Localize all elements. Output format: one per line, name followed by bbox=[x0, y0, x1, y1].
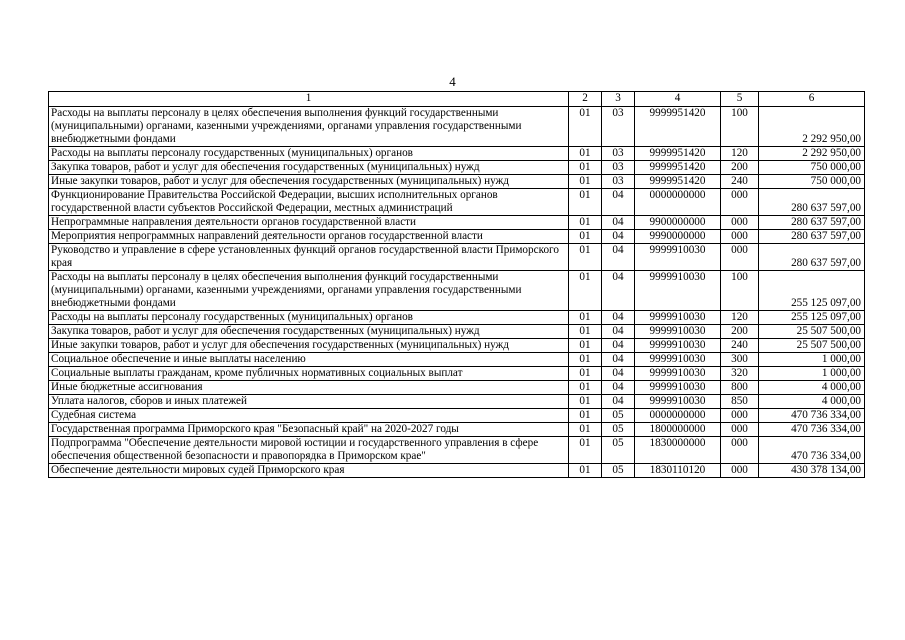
row-name-cell: Подпрограмма "Обеспечение деятельности мировой юстиции и государственного управления в сфере обеспечения общественной безопасности и правопорядка в Приморском крае" bbox=[49, 437, 569, 464]
table-row bbox=[49, 147, 865, 161]
row-target-article-cell: 1830000000 bbox=[635, 437, 721, 464]
row-amount-cell: 255 125 097,00 bbox=[759, 271, 865, 311]
table-row bbox=[49, 230, 865, 244]
table-row bbox=[49, 216, 865, 230]
row-section-cell: 01 bbox=[569, 367, 602, 381]
budget-table bbox=[48, 91, 865, 478]
column-header: 6 bbox=[759, 92, 865, 107]
row-amount-cell: 280 637 597,00 bbox=[759, 230, 865, 244]
row-section-cell: 01 bbox=[569, 161, 602, 175]
row-subsection-cell: 05 bbox=[602, 409, 635, 423]
row-name-cell: Руководство и управление в сфере установленных функций органов государственной власти Приморского края bbox=[49, 244, 569, 271]
table-row bbox=[49, 311, 865, 325]
row-expense-type-cell: 240 bbox=[721, 175, 759, 189]
column-header: 2 bbox=[569, 92, 602, 107]
table-row bbox=[49, 189, 865, 216]
row-expense-type-cell: 100 bbox=[721, 271, 759, 311]
table-row bbox=[49, 325, 865, 339]
row-expense-type-cell: 120 bbox=[721, 147, 759, 161]
row-amount-cell: 1 000,00 bbox=[759, 367, 865, 381]
row-subsection-cell: 04 bbox=[602, 311, 635, 325]
row-name-cell: Иные закупки товаров, работ и услуг для обеспечения государственных (муниципальных) нужд bbox=[49, 175, 569, 189]
row-amount-cell: 280 637 597,00 bbox=[759, 244, 865, 271]
row-section-cell: 01 bbox=[569, 325, 602, 339]
row-expense-type-cell: 850 bbox=[721, 395, 759, 409]
row-expense-type-cell: 200 bbox=[721, 325, 759, 339]
row-target-article-cell: 9999951420 bbox=[635, 107, 721, 147]
row-amount-cell: 255 125 097,00 bbox=[759, 311, 865, 325]
row-subsection-cell: 05 bbox=[602, 464, 635, 478]
row-name-cell: Расходы на выплаты персоналу государственных (муниципальных) органов bbox=[49, 311, 569, 325]
row-target-article-cell: 9999951420 bbox=[635, 161, 721, 175]
row-expense-type-cell: 000 bbox=[721, 189, 759, 216]
row-expense-type-cell: 000 bbox=[721, 230, 759, 244]
row-amount-cell: 430 378 134,00 bbox=[759, 464, 865, 478]
table-row bbox=[49, 381, 865, 395]
row-section-cell: 01 bbox=[569, 381, 602, 395]
row-expense-type-cell: 240 bbox=[721, 339, 759, 353]
row-section-cell: 01 bbox=[569, 230, 602, 244]
row-name-cell: Государственная программа Приморского края "Безопасный край" на 2020-2027 годы bbox=[49, 423, 569, 437]
row-subsection-cell: 03 bbox=[602, 107, 635, 147]
row-target-article-cell: 0000000000 bbox=[635, 409, 721, 423]
row-section-cell: 01 bbox=[569, 464, 602, 478]
table-header-row bbox=[49, 92, 865, 107]
row-amount-cell: 470 736 334,00 bbox=[759, 423, 865, 437]
row-section-cell: 01 bbox=[569, 437, 602, 464]
row-subsection-cell: 04 bbox=[602, 325, 635, 339]
row-target-article-cell: 1800000000 bbox=[635, 423, 721, 437]
row-name-cell: Уплата налогов, сборов и иных платежей bbox=[49, 395, 569, 409]
row-target-article-cell: 9999910030 bbox=[635, 311, 721, 325]
table-row bbox=[49, 367, 865, 381]
row-section-cell: 01 bbox=[569, 244, 602, 271]
row-target-article-cell: 9990000000 bbox=[635, 230, 721, 244]
row-name-cell: Расходы на выплаты персоналу в целях обеспечения выполнения функций государственными (муниципальными) органами, казенными учреждениями, органами управления государственными внебюджетными фондами bbox=[49, 271, 569, 311]
row-expense-type-cell: 000 bbox=[721, 409, 759, 423]
row-target-article-cell: 9999910030 bbox=[635, 395, 721, 409]
column-header: 1 bbox=[49, 92, 569, 107]
row-section-cell: 01 bbox=[569, 175, 602, 189]
table-row bbox=[49, 175, 865, 189]
row-subsection-cell: 03 bbox=[602, 175, 635, 189]
row-amount-cell: 470 736 334,00 bbox=[759, 409, 865, 423]
row-target-article-cell: 9999910030 bbox=[635, 339, 721, 353]
row-amount-cell: 750 000,00 bbox=[759, 175, 865, 189]
row-section-cell: 01 bbox=[569, 216, 602, 230]
row-name-cell: Мероприятия непрограммных направлений деятельности органов государственной власти bbox=[49, 230, 569, 244]
row-section-cell: 01 bbox=[569, 409, 602, 423]
row-expense-type-cell: 000 bbox=[721, 437, 759, 464]
row-subsection-cell: 04 bbox=[602, 216, 635, 230]
row-expense-type-cell: 100 bbox=[721, 107, 759, 147]
row-section-cell: 01 bbox=[569, 395, 602, 409]
row-amount-cell: 280 637 597,00 bbox=[759, 216, 865, 230]
row-section-cell: 01 bbox=[569, 189, 602, 216]
table-row bbox=[49, 395, 865, 409]
row-expense-type-cell: 000 bbox=[721, 464, 759, 478]
row-amount-cell: 25 507 500,00 bbox=[759, 339, 865, 353]
row-subsection-cell: 04 bbox=[602, 339, 635, 353]
row-expense-type-cell: 200 bbox=[721, 161, 759, 175]
row-expense-type-cell: 320 bbox=[721, 367, 759, 381]
table-row bbox=[49, 464, 865, 478]
row-amount-cell: 25 507 500,00 bbox=[759, 325, 865, 339]
row-expense-type-cell: 000 bbox=[721, 423, 759, 437]
table-row bbox=[49, 437, 865, 464]
row-name-cell: Расходы на выплаты персоналу государственных (муниципальных) органов bbox=[49, 147, 569, 161]
column-header: 4 bbox=[635, 92, 721, 107]
row-target-article-cell: 9999910030 bbox=[635, 244, 721, 271]
row-target-article-cell: 9999910030 bbox=[635, 381, 721, 395]
row-amount-cell: 2 292 950,00 bbox=[759, 107, 865, 147]
row-expense-type-cell: 000 bbox=[721, 244, 759, 271]
column-header: 5 bbox=[721, 92, 759, 107]
row-name-cell: Судебная система bbox=[49, 409, 569, 423]
row-section-cell: 01 bbox=[569, 147, 602, 161]
row-subsection-cell: 04 bbox=[602, 189, 635, 216]
row-name-cell: Закупка товаров, работ и услуг для обеспечения государственных (муниципальных) нужд bbox=[49, 161, 569, 175]
table-row bbox=[49, 423, 865, 437]
row-name-cell: Непрограммные направления деятельности органов государственной власти bbox=[49, 216, 569, 230]
table-row bbox=[49, 271, 865, 311]
row-amount-cell: 4 000,00 bbox=[759, 381, 865, 395]
row-target-article-cell: 9999910030 bbox=[635, 325, 721, 339]
row-expense-type-cell: 300 bbox=[721, 353, 759, 367]
row-name-cell: Иные бюджетные ассигнования bbox=[49, 381, 569, 395]
row-target-article-cell: 9900000000 bbox=[635, 216, 721, 230]
row-target-article-cell: 1830110120 bbox=[635, 464, 721, 478]
row-expense-type-cell: 120 bbox=[721, 311, 759, 325]
row-expense-type-cell: 000 bbox=[721, 216, 759, 230]
row-amount-cell: 1 000,00 bbox=[759, 353, 865, 367]
row-name-cell: Социальное обеспечение и иные выплаты населению bbox=[49, 353, 569, 367]
row-target-article-cell: 9999951420 bbox=[635, 175, 721, 189]
row-subsection-cell: 04 bbox=[602, 271, 635, 311]
row-name-cell: Социальные выплаты гражданам, кроме публичных нормативных социальных выплат bbox=[49, 367, 569, 381]
row-target-article-cell: 9999910030 bbox=[635, 353, 721, 367]
row-subsection-cell: 05 bbox=[602, 437, 635, 464]
row-subsection-cell: 04 bbox=[602, 381, 635, 395]
row-name-cell: Функционирование Правительства Российской Федерации, высших исполнительных органов государственной власти субъектов Российской Федерации, местных администраций bbox=[49, 189, 569, 216]
row-subsection-cell: 04 bbox=[602, 353, 635, 367]
row-amount-cell: 750 000,00 bbox=[759, 161, 865, 175]
row-subsection-cell: 03 bbox=[602, 161, 635, 175]
row-subsection-cell: 04 bbox=[602, 244, 635, 271]
row-target-article-cell: 9999910030 bbox=[635, 271, 721, 311]
row-target-article-cell: 0000000000 bbox=[635, 189, 721, 216]
row-subsection-cell: 04 bbox=[602, 367, 635, 381]
row-amount-cell: 2 292 950,00 bbox=[759, 147, 865, 161]
row-name-cell: Иные закупки товаров, работ и услуг для обеспечения государственных (муниципальных) нужд bbox=[49, 339, 569, 353]
table-row bbox=[49, 339, 865, 353]
row-amount-cell: 470 736 334,00 bbox=[759, 437, 865, 464]
row-section-cell: 01 bbox=[569, 423, 602, 437]
row-subsection-cell: 03 bbox=[602, 147, 635, 161]
row-target-article-cell: 9999910030 bbox=[635, 367, 721, 381]
row-expense-type-cell: 800 bbox=[721, 381, 759, 395]
row-section-cell: 01 bbox=[569, 311, 602, 325]
table-row bbox=[49, 409, 865, 423]
table-row bbox=[49, 107, 865, 147]
page-number: 4 bbox=[449, 74, 456, 89]
table-row bbox=[49, 244, 865, 271]
row-section-cell: 01 bbox=[569, 339, 602, 353]
row-name-cell: Обеспечение деятельности мировых судей Приморского края bbox=[49, 464, 569, 478]
table-row bbox=[49, 353, 865, 367]
row-subsection-cell: 04 bbox=[602, 395, 635, 409]
row-subsection-cell: 05 bbox=[602, 423, 635, 437]
row-section-cell: 01 bbox=[569, 271, 602, 311]
row-name-cell: Расходы на выплаты персоналу в целях обеспечения выполнения функций государственными (муниципальными) органами, казенными учреждениями, органами управления государственными внебюджетными фондами bbox=[49, 107, 569, 147]
row-name-cell: Закупка товаров, работ и услуг для обеспечения государственных (муниципальных) нужд bbox=[49, 325, 569, 339]
row-target-article-cell: 9999951420 bbox=[635, 147, 721, 161]
row-amount-cell: 280 637 597,00 bbox=[759, 189, 865, 216]
row-subsection-cell: 04 bbox=[602, 230, 635, 244]
table-row bbox=[49, 161, 865, 175]
row-section-cell: 01 bbox=[569, 353, 602, 367]
row-section-cell: 01 bbox=[569, 107, 602, 147]
column-header: 3 bbox=[602, 92, 635, 107]
row-amount-cell: 4 000,00 bbox=[759, 395, 865, 409]
